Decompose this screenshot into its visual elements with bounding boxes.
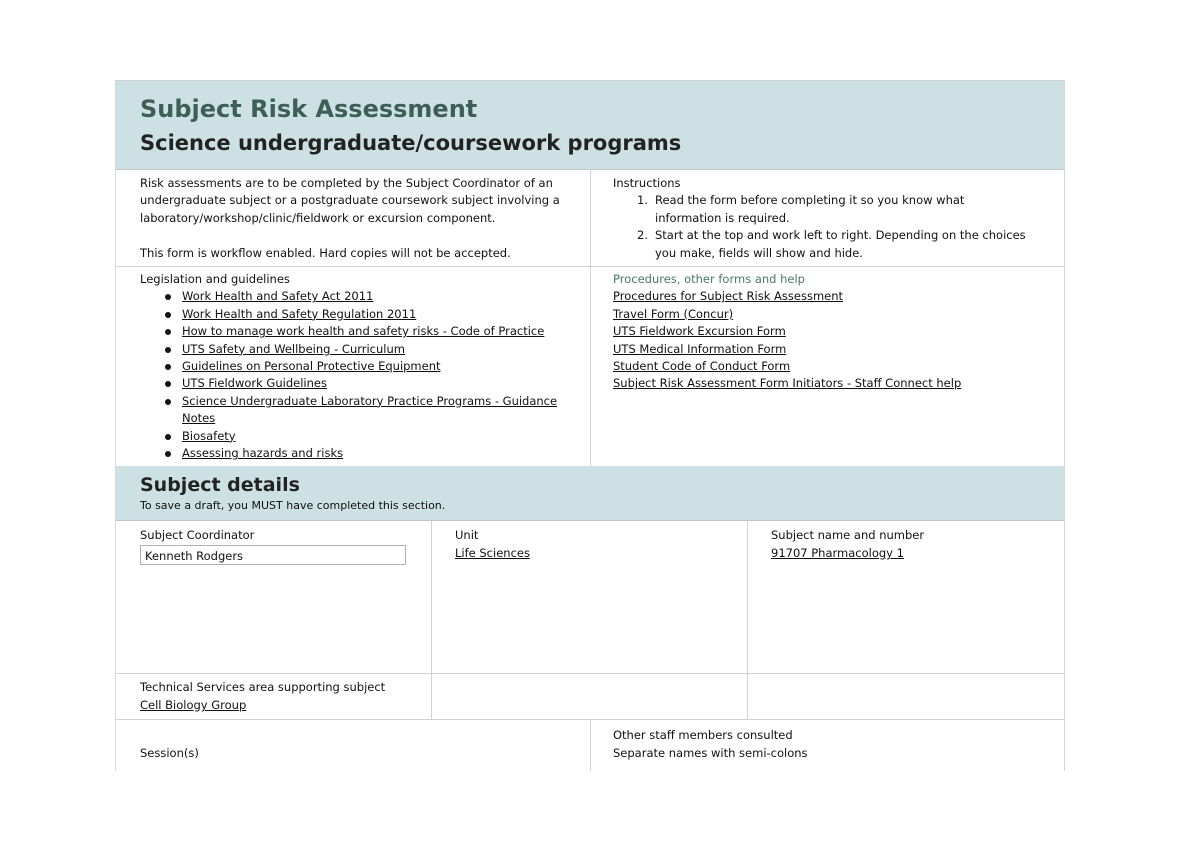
instructions-block	[613, 175, 1053, 262]
list-item	[140, 358, 585, 375]
link-code-of-conduct-form[interactable]: Student Code of Conduct Form	[613, 359, 791, 374]
intro-line: laboratory/workshop/clinic/fieldwork or excursion component.	[140, 210, 496, 225]
bullet-icon	[165, 399, 171, 405]
list-item	[140, 375, 585, 392]
instruction-text: information is required.	[655, 210, 790, 225]
instructions-list	[613, 192, 1053, 262]
link-code-of-practice[interactable]: How to manage work health and safety risks - Code of Practice	[182, 324, 545, 339]
subject-details-title: Subject details	[140, 474, 300, 496]
subject-details-note: To save a draft, you MUST have completed this section.	[140, 499, 446, 512]
divider	[116, 673, 1064, 674]
list-item	[140, 306, 585, 323]
bullet-icon	[165, 381, 171, 387]
instruction-text: you make, fields will show and hide.	[655, 245, 863, 260]
form-header	[116, 81, 1064, 170]
item-number: 2.	[637, 228, 648, 243]
instruction-item	[613, 192, 1053, 227]
session-label: Session(s)	[140, 746, 199, 760]
instruction-text: Start at the top and work left to right. Depending on the choices	[655, 228, 1026, 243]
link-ppe-guidelines[interactable]: Guidelines on Personal Protective Equipment	[182, 359, 441, 374]
divider	[431, 521, 432, 719]
link-assessing-hazards[interactable]: Assessing hazards and risks	[182, 446, 344, 461]
divider	[747, 521, 748, 719]
other-staff-label: Other staff members consulted	[613, 728, 793, 742]
intro-text	[140, 175, 600, 262]
coordinator-label: Subject Coordinator	[140, 528, 255, 542]
legislation-block	[140, 271, 585, 462]
link-fieldwork-excursion-form[interactable]: UTS Fieldwork Excursion Form	[613, 324, 786, 339]
link-fieldwork-guidelines[interactable]: UTS Fieldwork Guidelines	[182, 376, 327, 391]
subject-label: Subject name and number	[771, 528, 925, 542]
link-travel-form[interactable]: Travel Form (Concur)	[613, 306, 734, 321]
link-whs-act[interactable]: Work Health and Safety Act 2011	[182, 289, 374, 304]
list-item	[140, 445, 585, 462]
link-biosafety[interactable]: Biosafety	[182, 428, 236, 443]
link-lab-practice-guidance-cont[interactable]: Notes	[182, 411, 216, 426]
list-item	[140, 428, 585, 445]
bullet-icon	[165, 451, 171, 457]
other-staff-hint: Separate names with semi-colons	[613, 746, 808, 760]
form-title: Subject Risk Assessment	[140, 95, 478, 123]
legislation-list	[140, 288, 585, 462]
bullet-icon	[165, 294, 171, 300]
workflow-note: This form is workflow enabled. Hard copies will not be accepted.	[140, 245, 511, 260]
risk-assessment-form	[115, 80, 1065, 771]
intro-line: Risk assessments are to be completed by the Subject Coordinator of an	[140, 176, 553, 190]
link-whs-regulation[interactable]: Work Health and Safety Regulation 2011	[182, 306, 417, 321]
list-item	[140, 341, 585, 358]
unit-value[interactable]: Life Sciences	[455, 546, 530, 560]
link-medical-information-form[interactable]: UTS Medical Information Form	[613, 341, 787, 356]
bullet-icon	[165, 434, 171, 440]
form-subtitle: Science undergraduate/coursework programs	[140, 131, 682, 155]
link-staff-connect-help[interactable]: Subject Risk Assessment Form Initiators - Staff Connect help	[613, 376, 962, 391]
legislation-heading: Legislation and guidelines	[140, 272, 290, 286]
subject-value[interactable]: 91707 Pharmacology 1	[771, 546, 904, 560]
item-number: 1.	[637, 193, 648, 208]
bullet-icon	[165, 312, 171, 318]
instruction-text: Read the form before completing it so you know what	[655, 193, 965, 208]
divider	[590, 719, 591, 771]
unit-label: Unit	[455, 528, 479, 542]
bullet-icon	[165, 364, 171, 370]
coordinator-field[interactable]: Kenneth Rodgers	[140, 545, 406, 565]
instruction-item	[613, 227, 1053, 262]
subject-details-header	[116, 466, 1064, 521]
list-item	[140, 288, 585, 305]
tech-services-label: Technical Services area supporting subject	[140, 680, 386, 694]
divider	[590, 169, 591, 466]
bullet-icon	[165, 329, 171, 335]
procedures-heading: Procedures, other forms and help	[613, 272, 805, 286]
bullet-icon	[165, 347, 171, 353]
list-item	[140, 323, 585, 340]
link-procedures[interactable]: Procedures for Subject Risk Assessment	[613, 289, 844, 304]
list-item	[140, 393, 585, 428]
intro-line: undergraduate subject or a postgraduate coursework subject involving a	[140, 193, 560, 208]
link-lab-practice-guidance[interactable]: Science Undergraduate Laboratory Practice Programs - Guidance	[182, 393, 558, 408]
tech-services-value[interactable]: Cell Biology Group	[140, 698, 247, 712]
instructions-heading: Instructions	[613, 176, 681, 190]
link-safety-curriculum[interactable]: UTS Safety and Wellbeing - Curriculum	[182, 341, 405, 356]
procedures-block	[613, 271, 1053, 393]
